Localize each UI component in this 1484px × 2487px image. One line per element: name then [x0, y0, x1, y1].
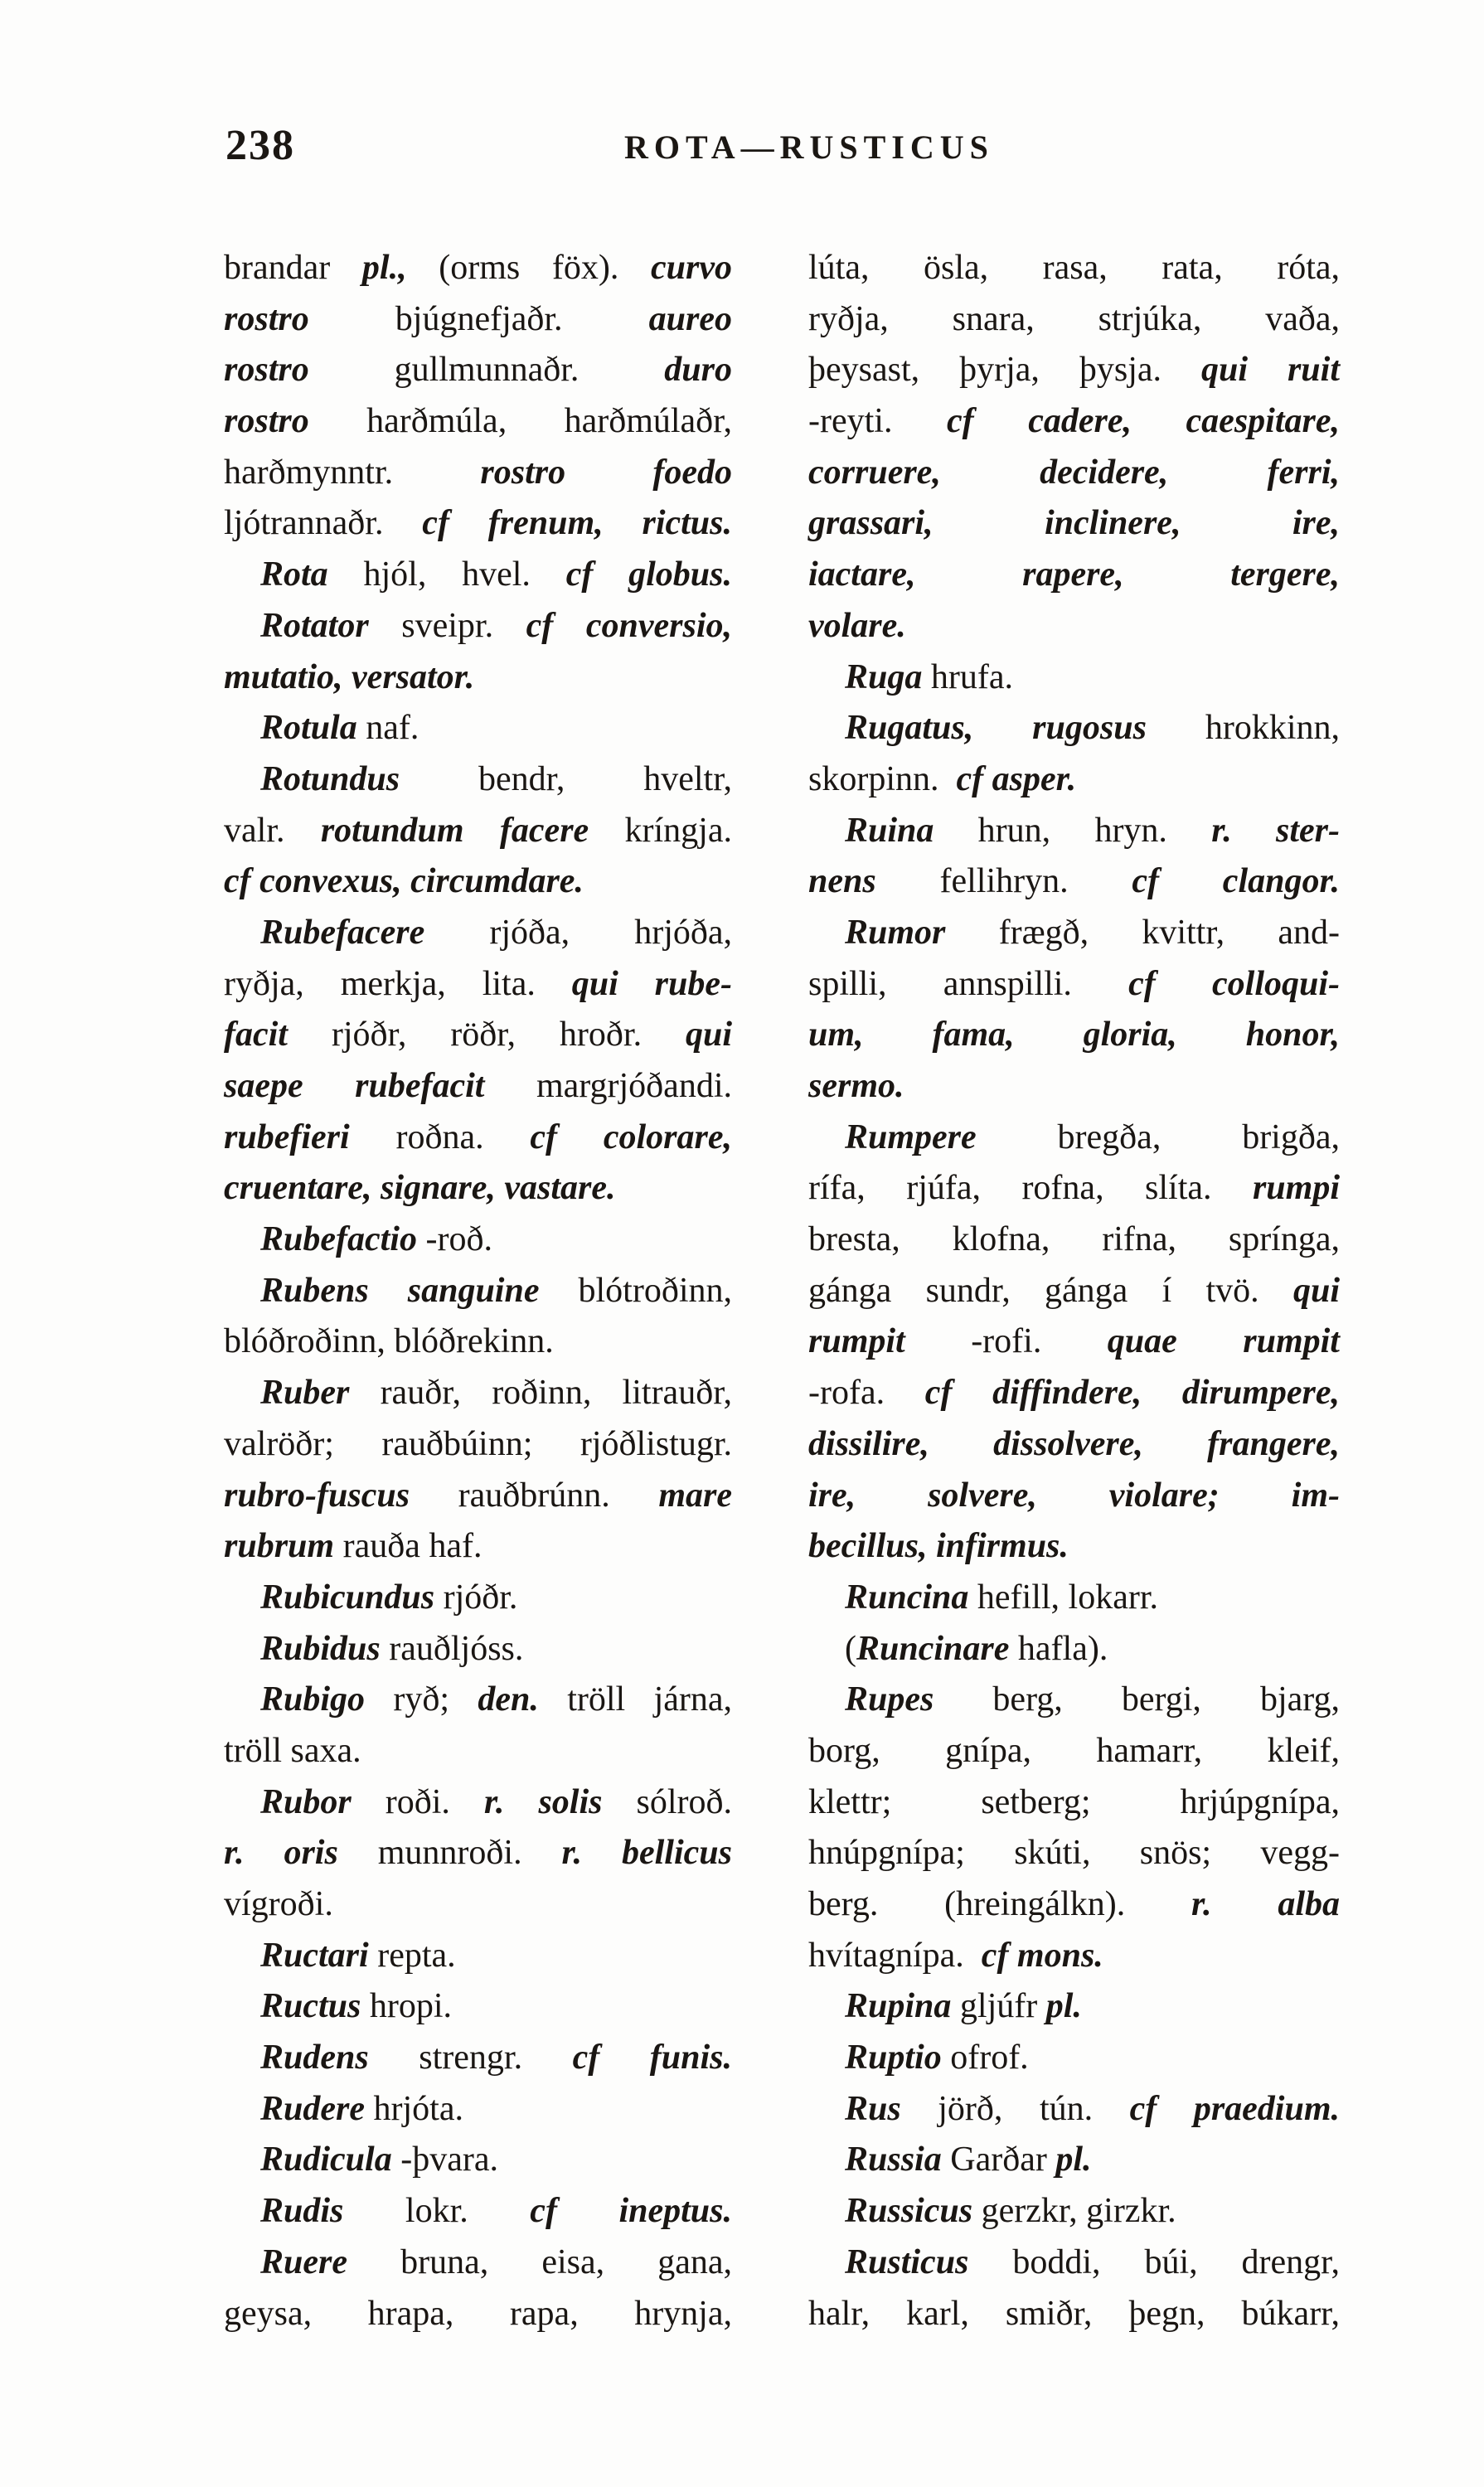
entry-first-line	[808, 1624, 1340, 1675]
icelandic-text: ofrof.	[941, 2039, 1029, 2077]
latin-text: Ructus	[260, 1987, 361, 2026]
icelandic-text: boddi, búi, drengr,	[968, 2242, 1340, 2281]
entry-first-line	[224, 2033, 732, 2084]
icelandic-text: rauðr, roðinn, litrauðr,	[349, 1374, 732, 1413]
latin-text: grassari, inclinere, ire,	[808, 504, 1340, 543]
icelandic-text: hefill, lokarr.	[968, 1578, 1159, 1617]
icelandic-text: berg. (hreingálkn).	[808, 1885, 1192, 1923]
latin-text: Ructari	[260, 1936, 369, 1975]
icelandic-text: ryð;	[365, 1680, 478, 1719]
entry-first-line	[224, 1675, 732, 1726]
entry-first-line	[224, 2135, 732, 2186]
latin-text: curvo	[650, 249, 732, 287]
latin-text: Rubigo	[260, 1680, 366, 1719]
latin-text: qui	[1292, 1271, 1340, 1310]
latin-text: Ruere	[260, 2242, 347, 2281]
entry-first-line	[224, 2186, 732, 2237]
entry-first-line	[224, 1981, 732, 2033]
entry-first-line	[224, 1573, 732, 1624]
icelandic-text: gljúfr	[951, 1987, 1046, 2026]
entry-first-line	[808, 908, 1340, 959]
icelandic-text: -rofa.	[808, 1374, 925, 1413]
icelandic-text: þeysast, þyrja, þysja.	[808, 351, 1201, 390]
icelandic-text: geysa, hrapa, rapa, hrynja,	[224, 2294, 732, 2333]
latin-text: rubro-fuscus	[224, 1476, 410, 1515]
entry-first-line	[224, 754, 732, 806]
text-line	[224, 1113, 732, 1164]
text-line	[808, 1061, 1340, 1113]
text-line	[808, 550, 1340, 601]
icelandic-text: -reyti.	[808, 402, 948, 441]
icelandic-text: tröll saxa.	[224, 1731, 361, 1770]
text-line	[224, 1419, 732, 1471]
icelandic-text: vígroði.	[224, 1885, 333, 1923]
icelandic-text: munnroði.	[337, 1834, 562, 1873]
icelandic-text: hrjóta.	[365, 2089, 463, 2128]
latin-text: r. ster-	[1211, 811, 1340, 850]
latin-text: rostro foedo	[480, 453, 732, 492]
text-line	[808, 1419, 1340, 1471]
entry-first-line	[224, 550, 732, 601]
icelandic-text: klettr; setberg; hrjúpgnípa,	[808, 1782, 1340, 1821]
latin-text: Rubidus	[260, 1629, 381, 1668]
latin-text: cf cadere, caespitare,	[947, 402, 1340, 441]
latin-text: rumpi	[1252, 1169, 1340, 1208]
entry-first-line	[808, 1573, 1340, 1624]
running-title: ROTA—RUSTICUS	[624, 128, 994, 166]
icelandic-text: rjóðr.	[434, 1578, 518, 1617]
latin-text: cf clangor.	[1132, 862, 1340, 901]
icelandic-text: valr.	[224, 811, 321, 850]
text-line	[808, 1726, 1340, 1777]
entry-first-line	[224, 2237, 732, 2289]
icelandic-text: margrjóðandi.	[484, 1067, 732, 1105]
icelandic-text: lokr.	[343, 2192, 531, 2231]
text-line	[808, 294, 1340, 346]
text-line	[224, 345, 732, 396]
latin-text: pl.	[1045, 1987, 1082, 2026]
icelandic-text: hjól, hvel.	[327, 555, 566, 594]
entry-first-line	[224, 1266, 732, 1317]
latin-text: cf globus.	[565, 555, 732, 594]
entry-first-line	[224, 1931, 732, 1982]
text-line	[808, 1214, 1340, 1266]
right-column	[808, 243, 1340, 2339]
text-line	[224, 498, 732, 550]
text-line	[808, 601, 1340, 652]
icelandic-text: tröll járna,	[538, 1680, 733, 1719]
text-line	[808, 1471, 1340, 1522]
icelandic-text: strengr.	[368, 2039, 573, 2077]
text-line	[224, 1163, 732, 1214]
icelandic-text: -rofi.	[904, 1322, 1108, 1361]
entry-first-line	[808, 1113, 1340, 1164]
latin-text: iactare, rapere, tergere,	[808, 555, 1340, 594]
icelandic-text: hvítagnípa.	[808, 1936, 982, 1975]
text-line	[224, 1521, 732, 1573]
text-line	[808, 498, 1340, 550]
latin-text: rubefieri	[224, 1117, 350, 1156]
text-line	[808, 243, 1340, 294]
icelandic-text: rauðbrúnn.	[410, 1476, 659, 1515]
left-column	[224, 243, 732, 2339]
latin-text: Rota	[260, 555, 328, 594]
latin-text: rostro	[224, 351, 309, 390]
latin-text: cf funis.	[572, 2039, 732, 2077]
latin-text: cf frenum, rictus.	[422, 504, 732, 543]
icelandic-text: jörð, tún.	[900, 2089, 1130, 2128]
text-line	[224, 1010, 732, 1061]
text-line	[808, 754, 1340, 806]
icelandic-text: roði.	[351, 1782, 484, 1821]
entry-first-line	[808, 2084, 1340, 2136]
latin-text: rostro	[224, 402, 309, 441]
entry-first-line	[224, 1368, 732, 1419]
latin-text: saepe rubefacit	[224, 1067, 485, 1105]
latin-text: rubrum	[224, 1527, 335, 1566]
icelandic-text: kríngja.	[589, 811, 732, 850]
latin-text: cf colloqui-	[1128, 964, 1341, 1003]
latin-text: mare	[658, 1476, 732, 1515]
icelandic-text: halr, karl, smiðr, þegn, búkarr,	[808, 2294, 1340, 2333]
text-line	[808, 1879, 1340, 1931]
icelandic-text: bregða, brigða,	[976, 1117, 1340, 1156]
latin-text: Rupes	[845, 1680, 934, 1719]
text-line	[808, 1521, 1340, 1573]
entry-first-line	[808, 652, 1340, 704]
latin-text: sermo.	[808, 1067, 904, 1105]
icelandic-text: roðna.	[349, 1117, 531, 1156]
latin-text: Russia	[845, 2140, 942, 2179]
icelandic-text: berg, bergi, bjarg,	[934, 1680, 1340, 1719]
latin-text: Rus	[845, 2089, 901, 2128]
icelandic-text: (	[845, 1629, 856, 1668]
entry-first-line	[808, 2033, 1340, 2084]
latin-text: cf asper.	[956, 759, 1077, 798]
text-line	[808, 345, 1340, 396]
icelandic-text: bjúgnefjaðr.	[308, 299, 649, 338]
latin-text: rostro	[224, 299, 309, 338]
latin-text: Ruber	[260, 1374, 350, 1413]
icelandic-text: gánga sundr, gánga í tvö.	[808, 1271, 1293, 1310]
latin-text: Rudicula	[260, 2140, 392, 2179]
latin-text: rumpit	[808, 1322, 905, 1361]
icelandic-text: hnúpgnípa; skúti, snös; vegg-	[808, 1834, 1340, 1873]
latin-text: Ruga	[845, 657, 923, 696]
icelandic-text: fellihryn.	[875, 862, 1132, 901]
latin-text: Rubens sanguine	[260, 1271, 540, 1310]
text-line	[224, 1471, 732, 1522]
latin-text: r. solis	[483, 1782, 603, 1821]
icelandic-text: naf.	[356, 709, 419, 748]
latin-text: Rusticus	[845, 2242, 969, 2281]
latin-text: ire, solvere, violare; im-	[808, 1476, 1340, 1515]
entry-first-line	[808, 1981, 1340, 2033]
latin-text: Rotula	[260, 709, 357, 748]
latin-text: cf convexus, circumdare.	[224, 862, 584, 901]
icelandic-text: hafla).	[1009, 1629, 1108, 1668]
text-line	[224, 396, 732, 448]
latin-text: cf conversio,	[526, 606, 732, 645]
icelandic-text: harðmúla, harðmúlaðr,	[308, 402, 732, 441]
entry-first-line	[224, 1624, 732, 1675]
latin-text: cf praedium.	[1129, 2089, 1341, 2128]
text-line	[224, 806, 732, 857]
latin-text: Rumor	[845, 913, 946, 952]
text-line	[224, 1061, 732, 1113]
text-line	[808, 396, 1340, 448]
entry-first-line	[808, 1675, 1340, 1726]
icelandic-text: bresta, klofna, rifna, sprínga,	[808, 1220, 1340, 1259]
latin-text: quae rumpit	[1107, 1322, 1340, 1361]
entry-first-line	[808, 703, 1340, 754]
latin-text: Ruina	[845, 811, 934, 850]
latin-text: cf colorare,	[530, 1117, 732, 1156]
latin-text: Rugatus, rugosus	[845, 709, 1147, 748]
text-line	[808, 1828, 1340, 1879]
entry-first-line	[808, 2186, 1340, 2237]
text-line	[224, 294, 732, 346]
text-line	[224, 652, 732, 704]
latin-text: becillus, infirmus.	[808, 1527, 1069, 1566]
icelandic-text: rauðljóss.	[380, 1629, 524, 1668]
latin-text: Rumpere	[845, 1117, 977, 1156]
icelandic-text: (orms föx).	[406, 249, 651, 287]
text-line	[808, 1316, 1340, 1368]
latin-text: Runcinare	[856, 1629, 1010, 1668]
icelandic-text: hrufa.	[922, 657, 1013, 696]
icelandic-text: -roð.	[416, 1220, 492, 1259]
latin-text: dissilire, dissolvere, frangere,	[808, 1424, 1340, 1463]
icelandic-text: borg, gnípa, hamarr, kleif,	[808, 1731, 1340, 1770]
icelandic-text: hrun, hryn.	[934, 811, 1212, 850]
latin-text: corruere, decidere, ferri,	[808, 453, 1340, 492]
latin-text: qui rube-	[571, 964, 733, 1003]
latin-text: qui	[685, 1016, 732, 1054]
latin-text: Ruptio	[845, 2039, 942, 2077]
text-line	[808, 856, 1340, 908]
text-line	[808, 448, 1340, 499]
icelandic-text: blóðroðinn, blóðrekinn.	[224, 1322, 554, 1361]
latin-text: Rubefacere	[260, 913, 425, 952]
entry-first-line	[808, 2237, 1340, 2289]
text-line	[224, 1879, 732, 1931]
icelandic-text: -þvara.	[391, 2140, 498, 2179]
text-line	[224, 1316, 732, 1368]
entry-first-line	[224, 1777, 732, 1829]
icelandic-text: ljótrannaðr.	[224, 504, 423, 543]
icelandic-text: sveipr.	[368, 606, 526, 645]
text-line	[224, 243, 732, 294]
page-number: 238	[226, 122, 295, 169]
latin-text: aureo	[648, 299, 732, 338]
latin-text: Rotundus	[260, 759, 400, 798]
latin-text: cruentare, signare, vastare.	[224, 1169, 616, 1208]
text-line	[808, 959, 1340, 1011]
latin-text: Rotator	[260, 606, 369, 645]
latin-text: Rubicundus	[260, 1578, 435, 1617]
entry-first-line	[808, 806, 1340, 857]
latin-text: Rudis	[260, 2192, 344, 2231]
latin-text: Runcina	[845, 1578, 969, 1617]
entry-first-line	[224, 2084, 732, 2136]
icelandic-text: gullmunnaðr.	[308, 351, 665, 390]
latin-text: nens	[808, 862, 876, 901]
icelandic-text: harðmynntr.	[224, 453, 481, 492]
icelandic-text: blótroðinn,	[539, 1271, 733, 1310]
entry-first-line	[224, 908, 732, 959]
entry-first-line	[808, 2135, 1340, 2186]
latin-text: cf mons.	[981, 1936, 1103, 1975]
latin-text: r. alba	[1191, 1885, 1340, 1923]
text-line	[224, 1726, 732, 1777]
icelandic-text: bruna, eisa, gana,	[347, 2242, 732, 2281]
icelandic-text: rífa, rjúfa, rofna, slíta.	[808, 1169, 1253, 1208]
latin-text: Rudere	[260, 2089, 365, 2128]
icelandic-text: rjóðr, röðr, hroðr.	[287, 1016, 686, 1054]
icelandic-text: Garðar	[941, 2140, 1056, 2179]
icelandic-text: ryðja, snara, strjúka, vaða,	[808, 299, 1340, 338]
entry-first-line	[224, 601, 732, 652]
text-line	[224, 1828, 732, 1879]
icelandic-text: hrokkinn,	[1146, 709, 1340, 748]
text-line	[808, 1266, 1340, 1317]
latin-text: cf diffindere, dirumpere,	[924, 1374, 1340, 1413]
latin-text: r. bellicus	[561, 1834, 732, 1873]
latin-text: r. oris	[224, 1834, 338, 1873]
icelandic-text: ryðja, merkja, lita.	[224, 964, 572, 1003]
latin-text: Rubefactio	[260, 1220, 417, 1259]
text-line	[808, 2289, 1340, 2340]
latin-text: rotundum facere	[320, 811, 589, 850]
entry-first-line	[224, 1214, 732, 1266]
latin-text: cf ineptus.	[530, 2192, 732, 2231]
latin-text: um, fama, gloria, honor,	[808, 1016, 1340, 1054]
icelandic-text: frægð, kvittr, and-	[945, 913, 1340, 952]
text-line	[808, 1931, 1340, 1982]
latin-text: pl.	[1055, 2140, 1092, 2179]
icelandic-text: skorpinn.	[808, 759, 957, 798]
latin-text: volare.	[808, 606, 906, 645]
latin-text: qui ruit	[1200, 351, 1340, 390]
text-line	[808, 1368, 1340, 1419]
icelandic-text: repta.	[368, 1936, 456, 1975]
text-line	[808, 1777, 1340, 1829]
icelandic-text: rauða haf.	[334, 1527, 483, 1566]
text-line	[808, 1010, 1340, 1061]
text-line	[224, 448, 732, 499]
latin-text: duro	[664, 351, 732, 390]
latin-text: facit	[224, 1016, 288, 1054]
text-line	[224, 2289, 732, 2340]
latin-text: Rudens	[260, 2039, 369, 2077]
icelandic-text: rjóða, hrjóða,	[424, 913, 732, 952]
latin-text: den.	[478, 1680, 539, 1719]
icelandic-text: bendr, hveltr,	[400, 759, 732, 798]
text-line	[224, 959, 732, 1011]
latin-text: mutatio, versator.	[224, 657, 475, 696]
text-line	[808, 1163, 1340, 1214]
latin-text: Russicus	[845, 2192, 973, 2231]
latin-text: pl.,	[361, 249, 407, 287]
icelandic-text: gerzkr, girzkr.	[972, 2192, 1176, 2231]
latin-text: Rubor	[260, 1782, 352, 1821]
icelandic-text: brandar	[224, 249, 362, 287]
icelandic-text: hropi.	[361, 1987, 453, 2026]
text-line	[224, 856, 732, 908]
entry-first-line	[224, 703, 732, 754]
icelandic-text: valröðr; rauðbúinn; rjóðlistugr.	[224, 1424, 732, 1463]
icelandic-text: lúta, ösla, rasa, rata, róta,	[808, 249, 1340, 287]
latin-text: Rupina	[845, 1987, 952, 2026]
icelandic-text: sólroð.	[602, 1782, 732, 1821]
icelandic-text: spilli, annspilli.	[808, 964, 1129, 1003]
